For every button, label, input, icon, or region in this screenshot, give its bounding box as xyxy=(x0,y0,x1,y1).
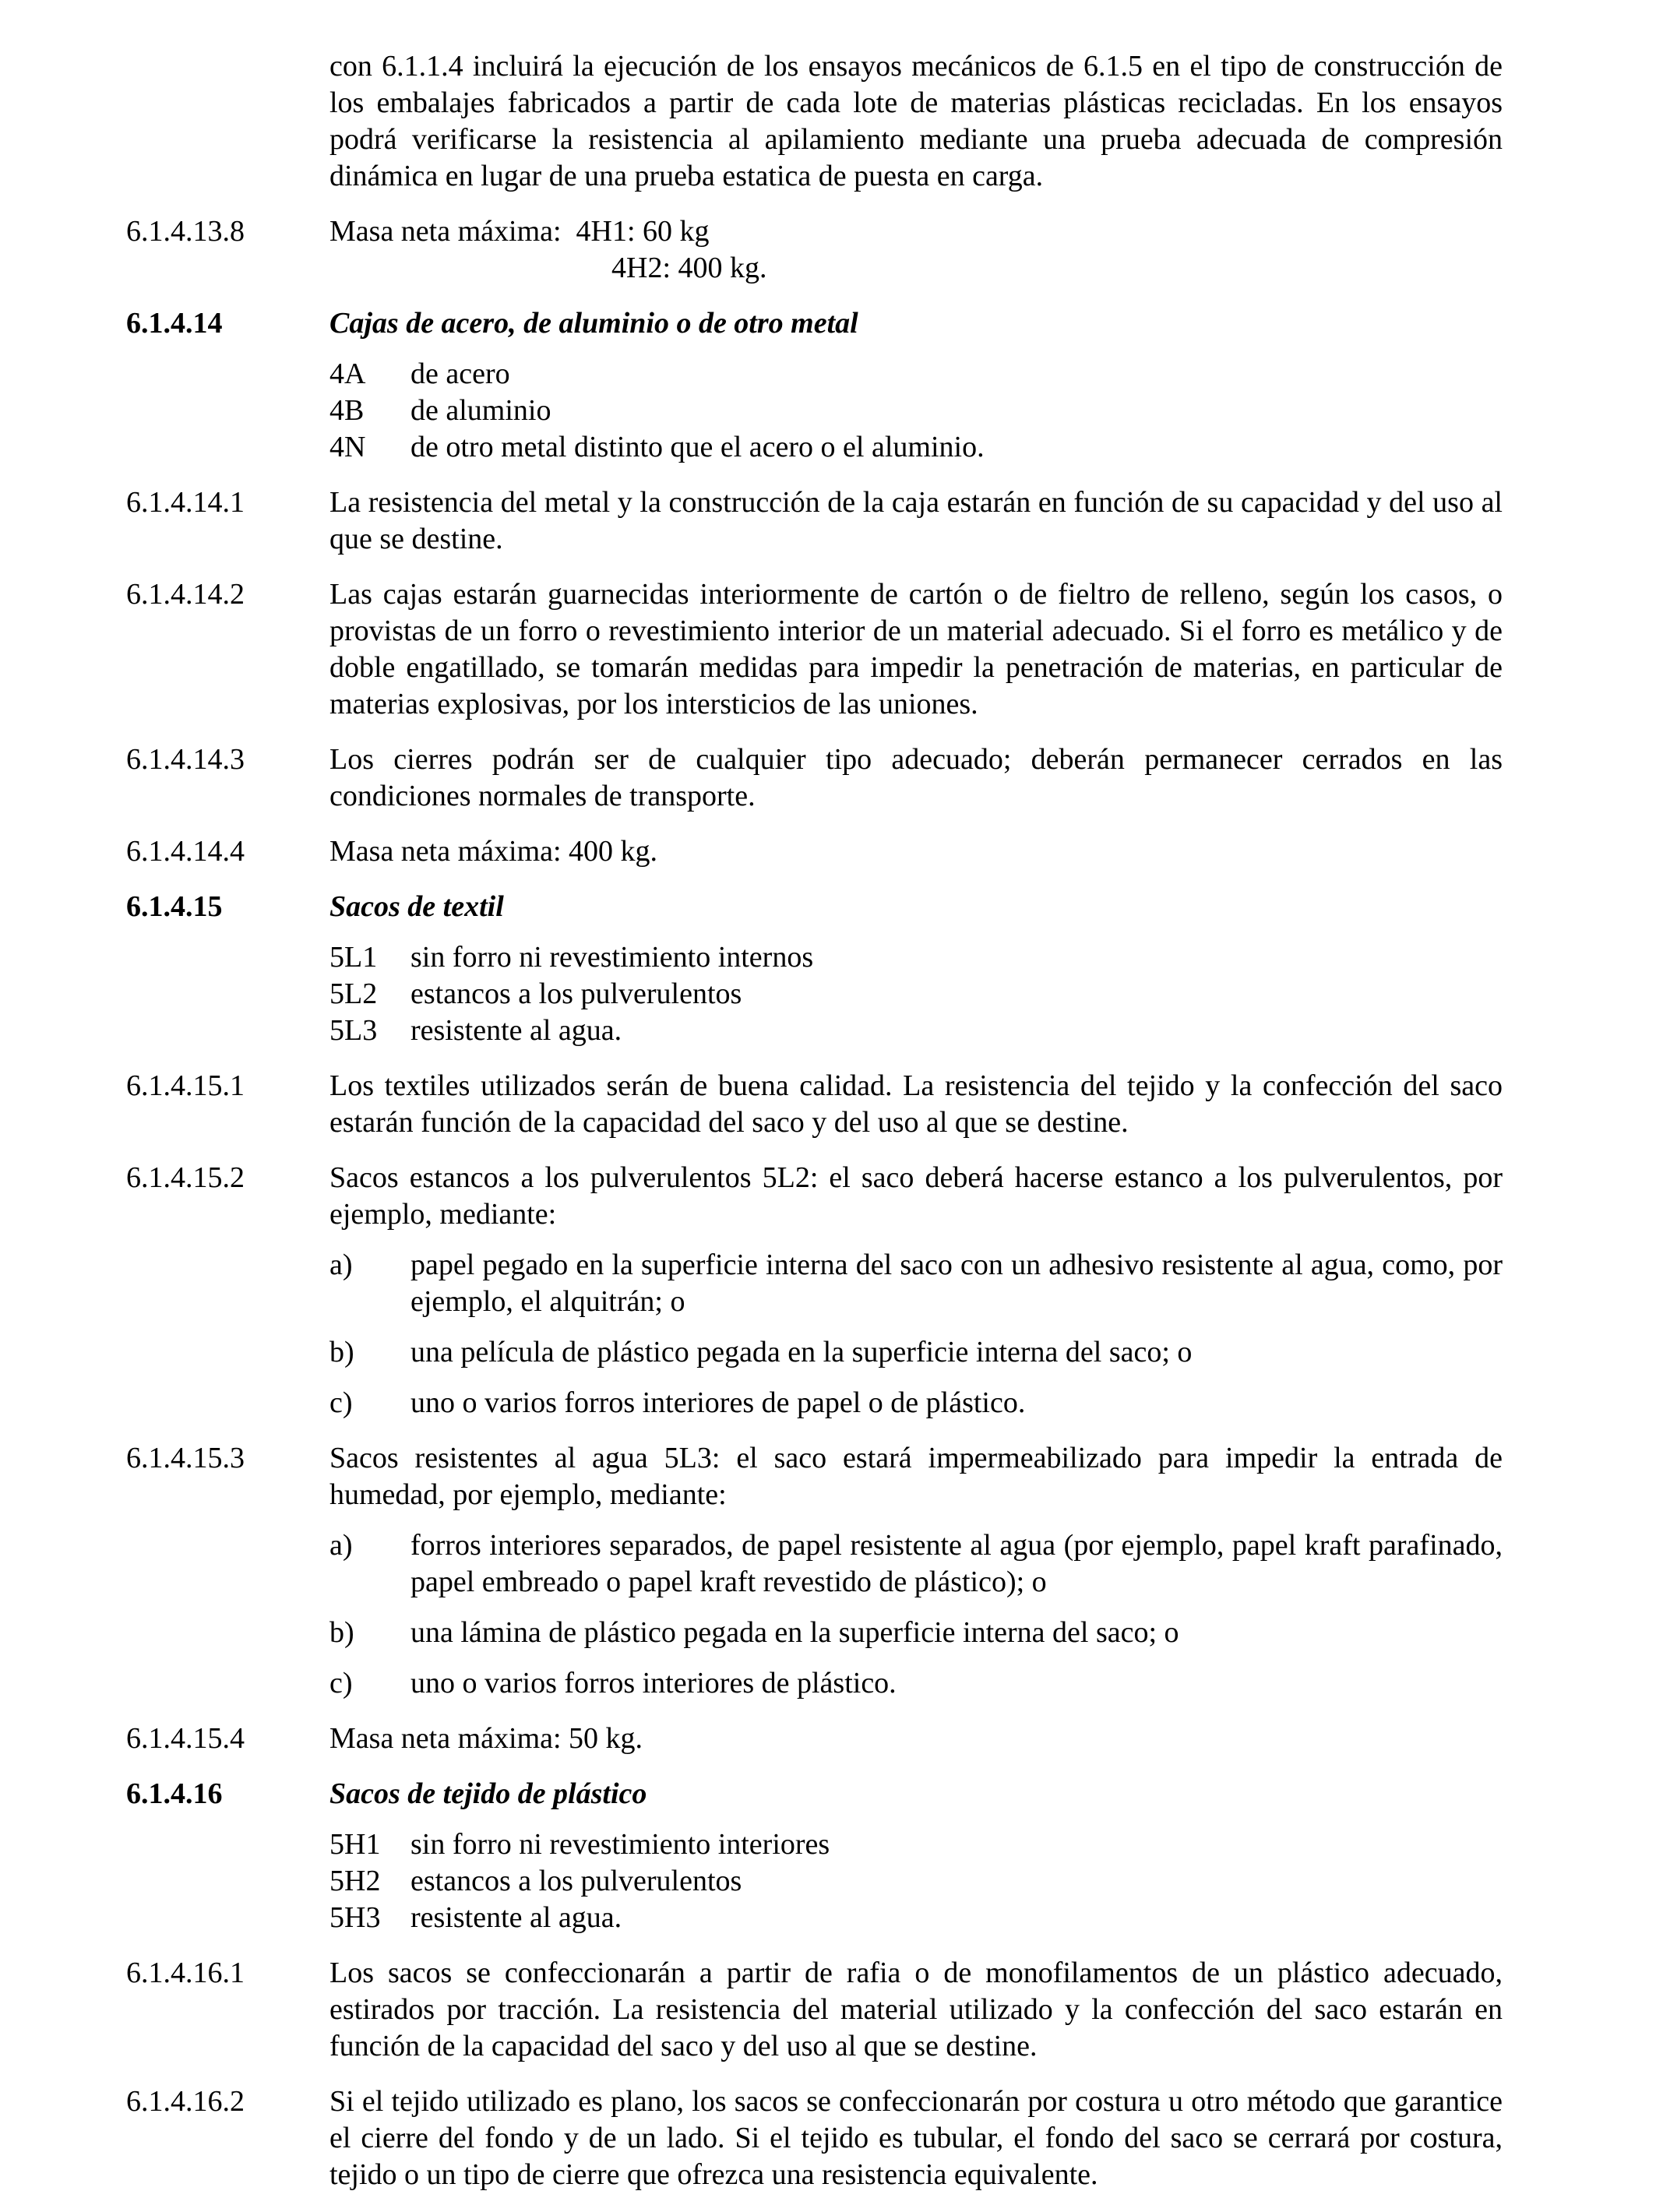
section-6-1-4-13-8 xyxy=(0,213,1656,287)
document-page xyxy=(0,48,1656,2212)
section-6-1-4-16 xyxy=(0,1776,1656,1936)
section-text: Si el tejido utilizado es plano, los sacos se confeccionarán por costura u otro método que garantice el cierre del fondo y de un lado. Si el tejido es tubular, el fondo del saco se cerrará por costura, tejido o un tipo de cierre que ofrezca una resistencia equivalente. xyxy=(329,2085,1503,2191)
section-number: 6.1.4.15.4 xyxy=(126,1722,245,1755)
section-text: Sacos resistentes al agua 5L3: el saco estará impermeabilizado para impedir la entrada de humedad, por ejemplo, mediante: xyxy=(329,1442,1503,1511)
section-6-1-4-15 xyxy=(0,889,1656,1049)
code-description: sin forro ni revestimiento internos xyxy=(410,941,814,974)
code-label: 4N xyxy=(329,431,366,463)
code-description: estancos a los pulverulentos xyxy=(410,977,742,1010)
list-item-text: forros interiores separados, de papel resistente al agua (por ejemplo, papel kraft parafinado, papel embreado o papel kraft revestido de plástico); o xyxy=(410,1529,1503,1598)
list-item-text: una lámina de plástico pegada en la superficie interna del saco; o xyxy=(410,1616,1179,1649)
code-label: 5L1 xyxy=(329,941,378,974)
section-6-1-4-14-3 xyxy=(0,741,1656,815)
section-text: Los textiles utilizados serán de buena calidad. La resistencia del tejido y la confección del saco estarán función de la capacidad del saco y del uso al que se destine. xyxy=(329,1069,1503,1139)
section-6-1-4-14 xyxy=(0,305,1656,466)
section-text: La resistencia del metal y la construcción de la caja estarán en función de su capacidad y del uso al que se destine. xyxy=(329,486,1503,555)
section-6-1-4-15-3 xyxy=(0,1440,1656,1702)
section-number: 6.1.4.16 xyxy=(126,1777,223,1810)
section-heading: Sacos de tejido de plástico xyxy=(329,1777,647,1810)
code-description: sin forro ni revestimiento interiores xyxy=(410,1828,830,1861)
section-number: 6.1.4.14 xyxy=(126,307,223,340)
section-number: 6.1.4.14.4 xyxy=(126,835,245,868)
max-mass-line-1: Masa neta máxima: 4H1: 60 kg xyxy=(329,215,710,248)
list-item-label: c) xyxy=(329,1386,353,1419)
code-list xyxy=(329,939,1503,1049)
section-6-1-4-14-2 xyxy=(0,576,1656,723)
code-item xyxy=(329,1900,1503,1936)
list-item-text: uno o varios forros interiores de plástico. xyxy=(410,1667,897,1700)
list-item xyxy=(329,1527,1503,1601)
code-item xyxy=(329,1863,1503,1900)
list-item-text: uno o varios forros interiores de papel o de plástico. xyxy=(410,1386,1026,1419)
section-number: 6.1.4.15.2 xyxy=(126,1161,245,1194)
code-label: 4B xyxy=(329,394,365,427)
list-item xyxy=(329,1385,1503,1421)
intro-paragraph: con 6.1.1.4 incluirá la ejecución de los ensayos mecánicos de 6.1.5 en el tipo de construcción de los embalajes fabricados a partir de cada lote de materias plásticas recicladas. En los ensayos podrá verificarse la resistencia al apilamiento mediante una prueba adecuada de compresión dinámica en lugar de una prueba estatica de puesta en carga. xyxy=(329,50,1503,192)
code-label: 5H3 xyxy=(329,1901,381,1934)
section-number: 6.1.4.15.3 xyxy=(126,1442,245,1474)
list-item-label: c) xyxy=(329,1667,353,1700)
code-description: estancos a los pulverulentos xyxy=(410,1865,742,1897)
lettered-list xyxy=(329,1247,1503,1421)
section-heading: Sacos de textil xyxy=(329,890,504,923)
section-number: 6.1.4.15.1 xyxy=(126,1069,245,1102)
code-label: 5L2 xyxy=(329,977,378,1010)
list-item xyxy=(329,1334,1503,1371)
max-mass-line-2: 4H2: 400 kg. xyxy=(611,252,767,284)
code-description: resistente al agua. xyxy=(410,1014,622,1047)
section-number: 6.1.4.15 xyxy=(126,890,223,923)
code-description: resistente al agua. xyxy=(410,1901,622,1934)
section-6-1-4-15-1 xyxy=(0,1068,1656,1141)
code-item xyxy=(329,393,1503,429)
section-6-1-4-16-1 xyxy=(0,1955,1656,2065)
code-item xyxy=(329,429,1503,466)
section-6-1-4-15-2 xyxy=(0,1160,1656,1421)
list-item-label: a) xyxy=(329,1529,353,1562)
section-heading: Cajas de acero, de aluminio o de otro metal xyxy=(329,307,858,340)
list-item xyxy=(329,1665,1503,1702)
code-label: 5H1 xyxy=(329,1828,381,1861)
intro-paragraph-block xyxy=(0,48,1656,195)
section-text: Sacos estancos a los pulverulentos 5L2: el saco deberá hacerse estanco a los pulverulentos, por ejemplo, mediante: xyxy=(329,1161,1503,1231)
code-label: 4A xyxy=(329,358,366,390)
code-list xyxy=(329,1826,1503,1936)
code-item xyxy=(329,356,1503,393)
section-text: Masa neta máxima: 400 kg. xyxy=(329,835,658,868)
section-number: 6.1.4.16.1 xyxy=(126,1957,245,1989)
code-description: de acero xyxy=(410,358,510,390)
list-item-label: b) xyxy=(329,1336,354,1368)
code-item xyxy=(329,1013,1503,1049)
code-description: de otro metal distinto que el acero o el aluminio. xyxy=(410,431,985,463)
list-item xyxy=(329,1615,1503,1651)
max-mass-block xyxy=(329,213,1656,287)
section-text: Masa neta máxima: 50 kg. xyxy=(329,1722,643,1755)
section-number: 6.1.4.14.3 xyxy=(126,743,245,776)
list-item-text: una película de plástico pegada en la superficie interna del saco; o xyxy=(410,1336,1193,1368)
code-label: 5H2 xyxy=(329,1865,381,1897)
list-item-label: b) xyxy=(329,1616,354,1649)
code-item xyxy=(329,976,1503,1013)
section-6-1-4-15-4 xyxy=(0,1721,1656,1757)
section-6-1-4-14-4 xyxy=(0,833,1656,870)
section-text: Las cajas estarán guarnecidas interiormente de cartón o de fieltro de relleno, según los casos, o provistas de un forro o revestimiento interior de un material adecuado. Si el forro es metálico y de doble engatillado, se tomarán medidas para impedir la penetración de materias, en particular de materias explosivas, por los intersticios de las uniones. xyxy=(329,578,1503,720)
code-item xyxy=(329,939,1503,976)
list-item-text: papel pegado en la superficie interna del saco con un adhesivo resistente al agua, como, por ejemplo, el alquitrán; o xyxy=(410,1249,1503,1318)
section-6-1-4-16-2 xyxy=(0,2083,1656,2193)
section-text: Los sacos se confeccionarán a partir de rafia o de monofilamentos de un plástico adecuado, estirados por tracción. La resistencia del material utilizado y la confección del saco estarán en función de la capacidad del saco y del uso al que se destine. xyxy=(329,1957,1503,2062)
list-item xyxy=(329,1247,1503,1320)
list-item-label: a) xyxy=(329,1249,353,1281)
code-list xyxy=(329,356,1503,466)
section-number: 6.1.4.13.8 xyxy=(126,215,245,248)
code-label: 5L3 xyxy=(329,1014,378,1047)
section-6-1-4-14-1 xyxy=(0,484,1656,558)
section-number: 6.1.4.16.2 xyxy=(126,2085,245,2118)
section-text: Los cierres podrán ser de cualquier tipo adecuado; deberán permanecer cerrados en las condiciones normales de transporte. xyxy=(329,743,1503,812)
section-number: 6.1.4.14.2 xyxy=(126,578,245,611)
code-description: de aluminio xyxy=(410,394,551,427)
code-item xyxy=(329,1826,1503,1863)
section-number: 6.1.4.14.1 xyxy=(126,486,245,519)
lettered-list xyxy=(329,1527,1503,1702)
